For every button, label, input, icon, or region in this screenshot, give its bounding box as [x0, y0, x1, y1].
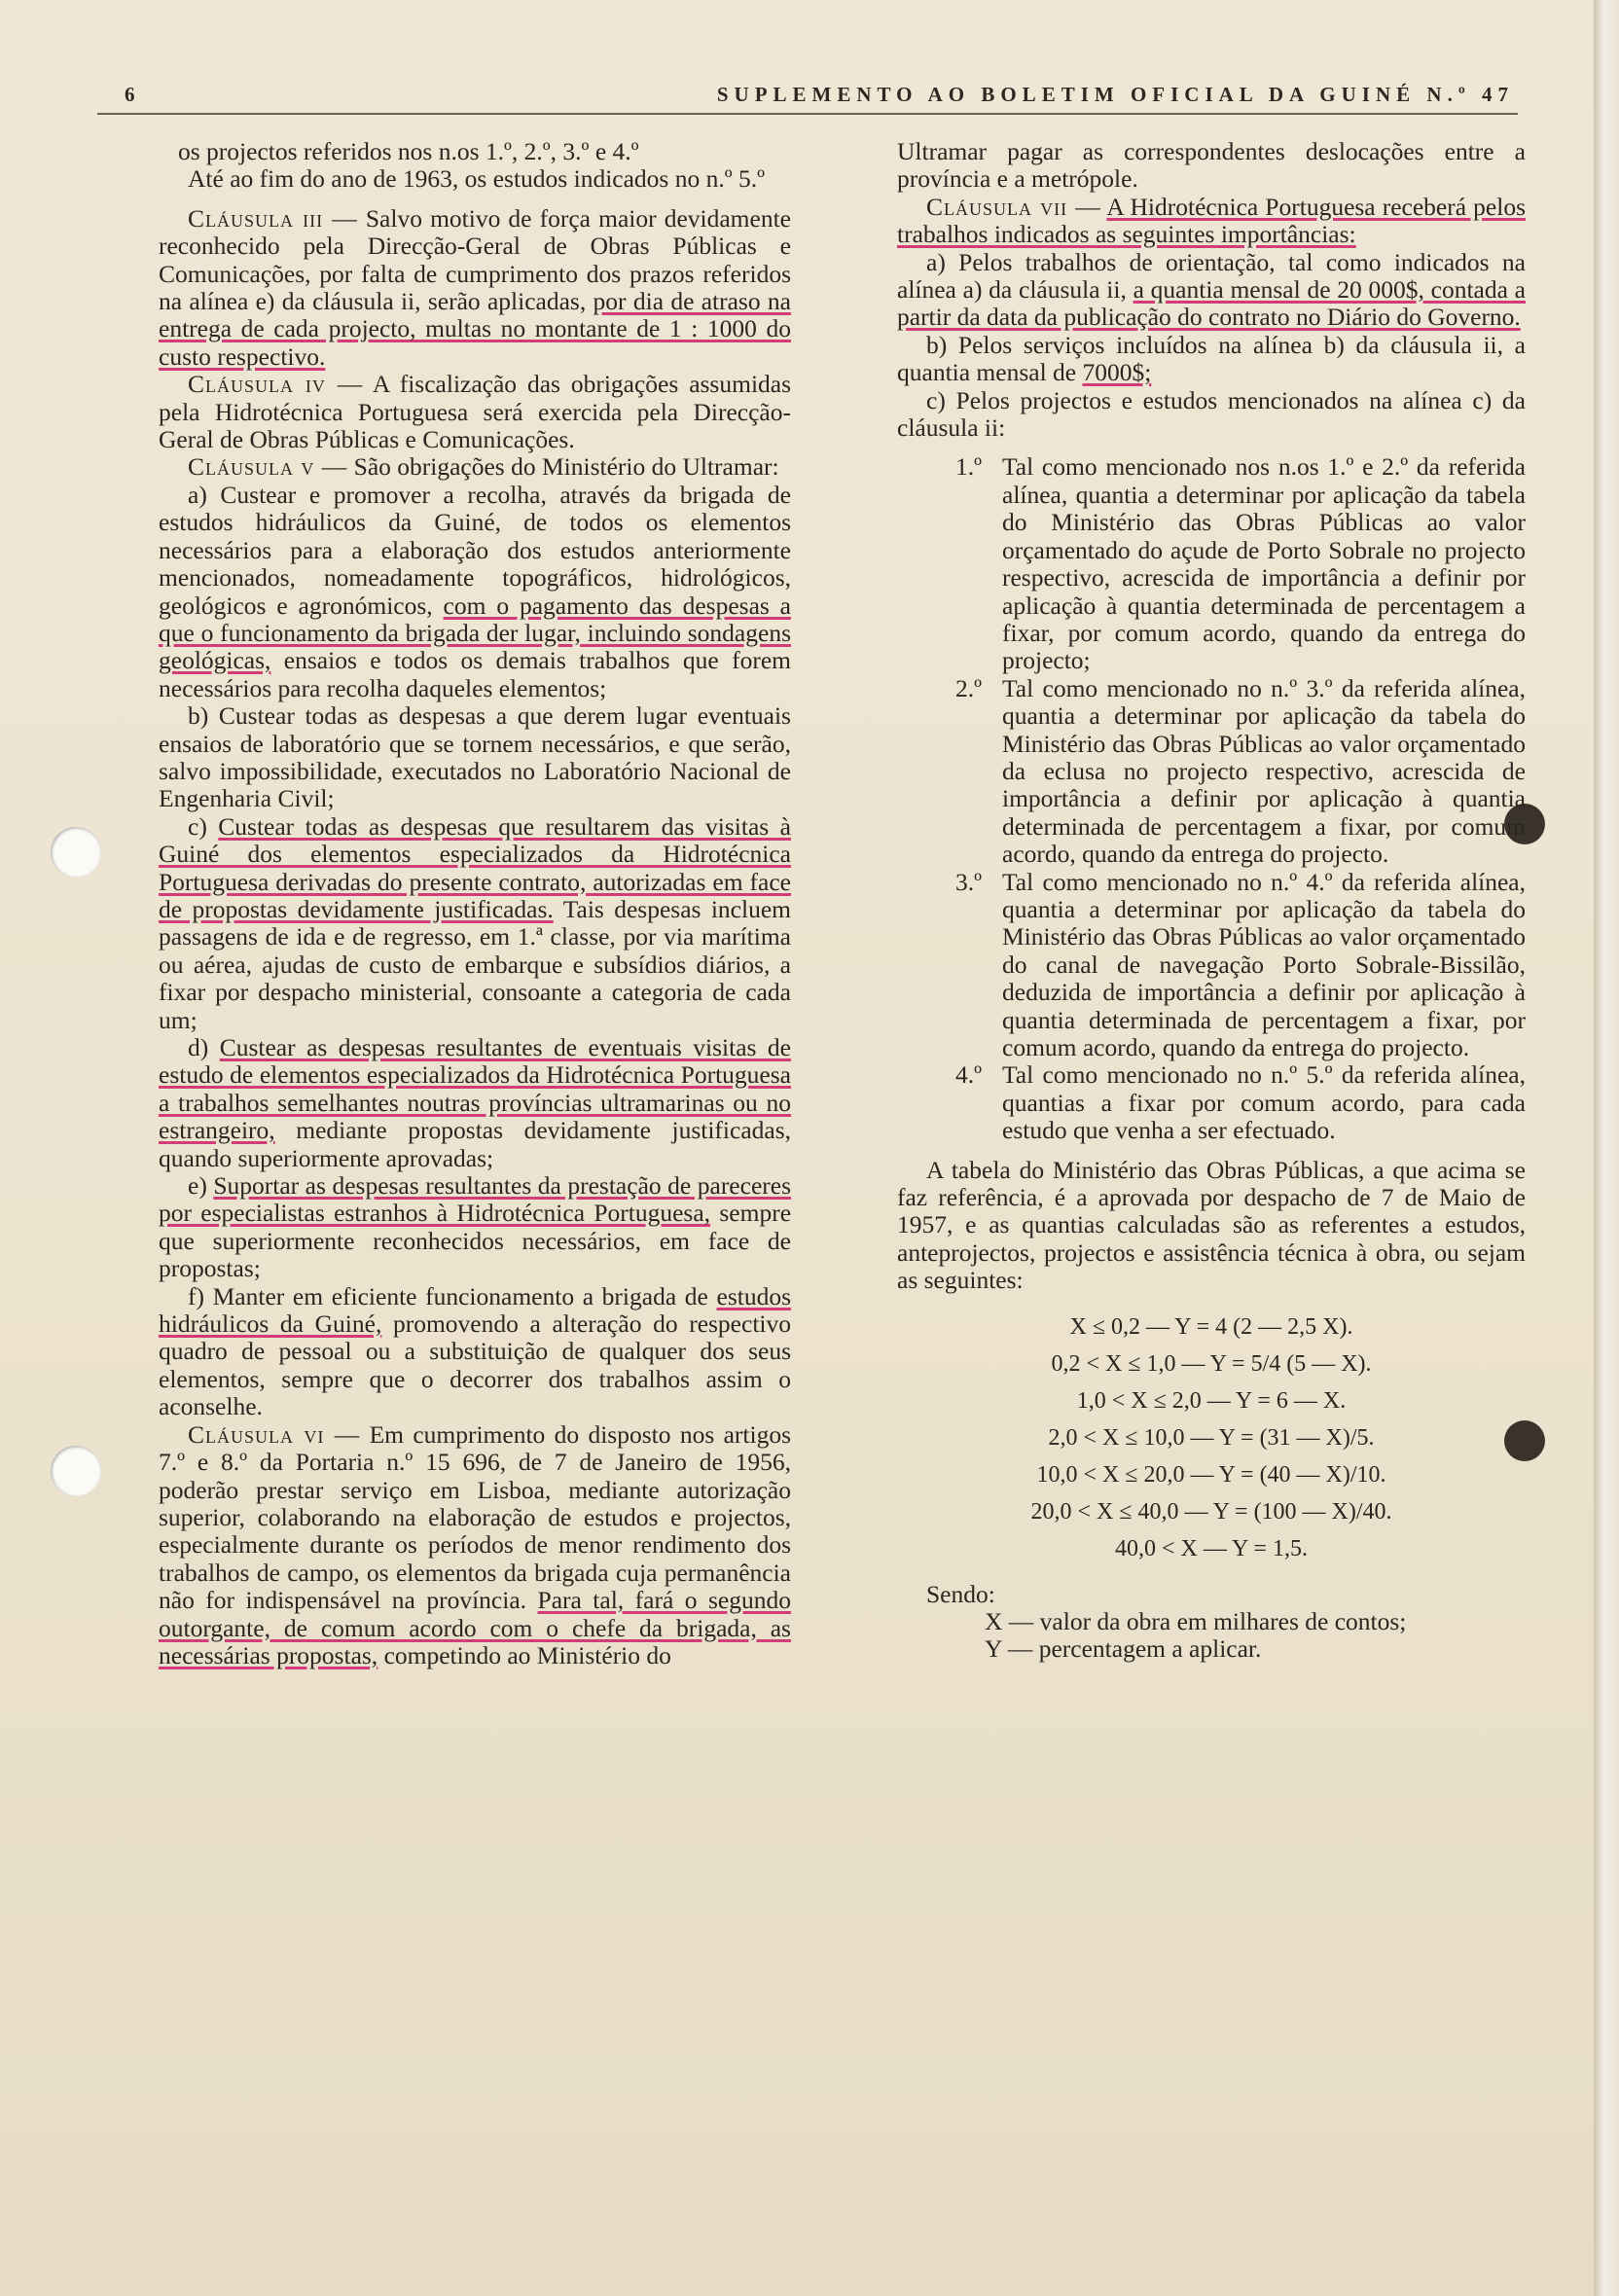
item-e: e) Suportar as despesas resultantes da prestação de pareceres por especialistas estranhos à Hidrotécnica Portuguesa, sempre que superiormente reconhecidos necessários, em face de propostas;	[159, 1171, 792, 1283]
clause-iv: Cláusula iv — A fiscalização das obrigações assumidas pela Hidrotécnica Portuguesa será exercida pela Direcção-Geral de Obras Públicas e Comunicações.	[159, 370, 792, 454]
formula: 0,2 < X ≤ 1,0 — Y = 5/4 (5 — X).	[1051, 1350, 1372, 1377]
header-title: SUPLEMENTO AO BOLETIM OFICIAL DA GUINÉ N.º 47	[716, 82, 1514, 106]
list-item: 1.º Tal como mencionado nos n.os 1.º e 2.º da referida alínea, quantia a determinar por aplicação da tabela do Ministério das Obras Públicas ao valor orçamentado do açude de Porto Sobrale no projecto respectivo, acrescida de importância a definir por aplicação à quantia determinada de percentagem a fixar, por comum acordo, quando da entrega do projecto;	[955, 452, 1526, 675]
paragraph: Até ao fim do ano de 1963, os estudos indicados no n.º 5.º	[188, 164, 766, 194]
clause-label: Cláusula iii —	[188, 203, 358, 233]
formula: 2,0 < X ≤ 10,0 — Y = (31 — X)/5.	[1048, 1424, 1375, 1451]
clause-vii	[897, 194, 1526, 249]
definition: Y — percentagem a aplicar.	[985, 1634, 1262, 1664]
page-number: 6	[125, 82, 135, 106]
item-d: d) Custear as despesas resultantes de eventuais visitas de estudo de elementos especializados da Hidrotécnica Portuguesa a trabalhos semelhantes noutras províncias ultramarinas ou no estrangeiro, mediante propostas devidamente justificadas, quando superiormente aprovadas;	[159, 1033, 792, 1172]
item-b: b) Custear todas as despesas a que derem lugar eventuais ensaios de laboratório que se tornem necessários, e que serão, salvo impossibilidade, executados no Laboratório Nacional de Engenharia Civil;	[159, 701, 791, 813]
paragraph: Sendo:	[926, 1579, 995, 1608]
formula: 1,0 < X ≤ 2,0 — Y = 6 — X.	[1076, 1387, 1347, 1414]
item-f: f) Manter em eficiente funcionamento a brigada de estudos hidráulicos da Guiné, promovendo a alteração do respectivo quadro de pessoal ou a substituição de qualquer dos seus elementos, sempre que o decorrer dos trabalhos assim o aconselhe.	[159, 1281, 792, 1421]
item-c: c) Pelos projectos e estudos mencionados na alínea c) da cláusula ii:	[897, 385, 1526, 443]
clause-label: Cláusula vii —	[926, 192, 1101, 221]
list-item: 2.º Tal como mencionado no n.º 3.º da referida alínea, quantia a determinar por aplicação da tabela do Ministério das Obras Públicas ao valor orçamentado da eclusa no projecto respectivo, acrescida de importância a definir por aplicação à quantia determinada de percentagem a fixar, por comum acordo, quando da entrega do projecto.	[955, 673, 1526, 869]
formula: X ≤ 0,2 — Y = 4 (2 — 2,5 X).	[1069, 1313, 1353, 1340]
clause-v: Cláusula v — São obrigações do Ministério do Ultramar:	[188, 452, 779, 482]
highlight: A Hidrotécnica Portuguesa receberá pelos trabalhos indicados as seguintes importâncias:	[897, 192, 1526, 249]
item-a: a) Pelos trabalhos de orientação, tal como indicados na alínea a) da cláusula ii, a quantia mensal de 20 000$, contada a partir da data da publicação do contrato no Diário do Governo.	[897, 247, 1526, 332]
clause-vi: Cláusula vi — Em cumprimento do disposto nos artigos 7.º e 8.º da Portaria n.º 15 696, de 7 de Janeiro de 1956, poderão prestar serviço em Lisboa, mediante autorização superior, colaborando na elaboração de estudos e projectos, especialmente durante os períodos de menor rendimento dos trabalhos de campo, os elementos da brigada cuja permanência não for indispensável na província. Para tal, fará o segundo outorgante, de comum acordo com o chefe da brigada, as necessárias propostas, competindo ao Ministério do	[159, 1419, 792, 1669]
page-header	[125, 78, 1514, 111]
paragraph: A tabela do Ministério das Obras Públicas, a que acima se faz referência, é a aprovada por despacho de 7 de Maio de 1957, e as quantias calculadas são as referentes a estudos, anteprojectos, projectos e assistência técnica à obra, ou sejam as seguintes:	[897, 1155, 1526, 1295]
highlight: por dia de atraso na entrega de cada projecto, multas no montante de 1 : 1000 do custo respectivo.	[159, 287, 792, 371]
highlight: estudos hidráulicos da Guiné,	[159, 1281, 792, 1339]
clause-label: Cláusula iv —	[188, 370, 364, 399]
definition: X — valor da obra em milhares de contos;	[985, 1607, 1407, 1636]
header-rule	[97, 113, 1518, 115]
page-edge	[1594, 0, 1619, 2296]
paragraph: os projectos referidos nos n.os 1.º, 2.º, 3.º e 4.º	[178, 137, 639, 165]
list-item: 4.º Tal como mencionado no n.º 5.º da referida alínea, quantias a fixar por comum acordo, para cada estudo que venha a ser efectuado.	[955, 1060, 1526, 1145]
formula: 10,0 < X ≤ 20,0 — Y = (40 — X)/10.	[1036, 1461, 1386, 1488]
left-column	[159, 138, 791, 1669]
right-column	[897, 138, 1526, 1664]
highlight: Custear todas as despesas que resultarem das visitas à Guiné dos elementos especializados da Hidrotécnica Portuguesa derivadas do presente contrato, autorizadas em face de propostas devidamente justificadas.	[159, 811, 791, 923]
highlight: com o pagamento das despesas a que o funcionamento da brigada der lugar, incluindo sondagens geológicas,	[159, 591, 792, 675]
item-a: a) Custear e promover a recolha, através da brigada de estudos hidráulicos da Guiné, de todos os elementos necessários para a elaboração dos estudos anteriormente mencionados, nomeadamente topográficos, hidrológicos, geológicos e agronómicos, com o pagamento das despesas a que o funcionamento da brigada der lugar, incluindo sondagens geológicas, ensaios e todos os demais trabalhos que forem necessários para recolha daqueles elementos;	[159, 480, 792, 702]
paragraph: Ultramar pagar as correspondentes deslocações entre a província e a metrópole.	[897, 137, 1526, 194]
highlight: a quantia mensal de 20 000$, contada a partir da data da publicação do contrato no Diário do Governo.	[897, 275, 1526, 332]
highlight: Custear as despesas resultantes de eventuais visitas de estudo de elementos especializados da Hidrotécnica Portuguesa a trabalhos semelhantes noutras províncias ultramarinas ou no estrangeiro,	[159, 1033, 791, 1145]
item-c: c) Custear todas as despesas que resultarem das visitas à Guiné dos elementos especializados da Hidrotécnica Portuguesa derivadas do presente contrato, autorizadas em face de propostas devidamente justificadas. Tais despesas incluem passagens de ida e de regresso, em 1.ª classe, por via marítima ou aérea, ajudas de custo de embarque e subsídios diários, a fixar por despacho ministerial, consoante a categoria de cada um;	[159, 811, 791, 1034]
formula: 20,0 < X ≤ 40,0 — Y = (100 — X)/40.	[1030, 1498, 1392, 1525]
punch-hole-upper	[51, 827, 101, 878]
item-b: b) Pelos serviços incluídos na alínea b) da cláusula ii, a quantia mensal de 7000$;	[897, 330, 1526, 387]
highlight: Suportar as despesas resultantes da prestação de pareceres por especialistas estranhos à Hidrotécnica Portuguesa,	[159, 1171, 791, 1228]
clause-label: Cláusula vi —	[188, 1419, 361, 1449]
list-item: 3.º Tal como mencionado no n.º 4.º da referida alínea, quantia a determinar por aplicação da tabela do Ministério das Obras Públicas ao valor orçamentado do canal de navegação Porto Sobrale-Bissilão, deduzida de importância a definir por aplicação à quantia determinada de percentagem a fixar, por comum acordo, quando da entrega do projecto.	[955, 867, 1526, 1061]
highlight: 7000$;	[1082, 358, 1152, 387]
highlight: Para tal, fará o segundo outorgante, de comum acordo com o chefe da brigada, as necessárias propostas,	[159, 1586, 791, 1669]
formula: 40,0 < X — Y = 1,5.	[1115, 1535, 1308, 1561]
punch-hole-lower	[51, 1446, 101, 1496]
clause-label: Cláusula v —	[188, 452, 348, 482]
clause-iii: Cláusula iii — Salvo motivo de força maior devidamente reconhecido pela Direcção-Geral de Obras Públicas e Comunicações, por falta de cumprimento dos prazos referidos na alínea e) da cláusula ii, serão aplicadas, por dia de atraso na entrega de cada projecto, multas no montante de 1 : 1000 do custo respectivo.	[159, 203, 792, 371]
